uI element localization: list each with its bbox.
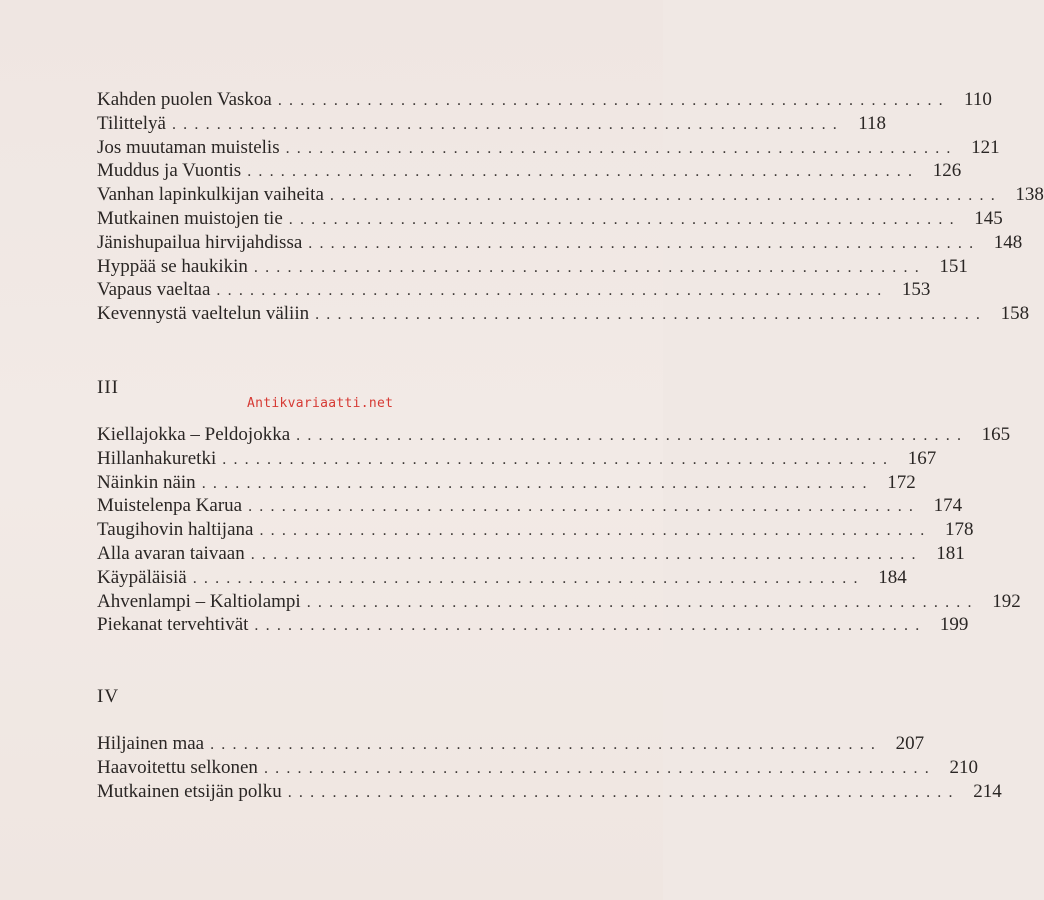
- dot-leader: ............................................................: [277, 92, 950, 109]
- dot-leader: ............................................................: [250, 545, 923, 563]
- entry-title: Haavoitettu selkonen: [97, 756, 258, 778]
- entry-title: Kiellajokka – Peldojokka: [97, 424, 291, 445]
- entry-title: Vanhan lapinkulkijan vaiheita: [97, 184, 324, 206]
- toc-entry: [97, 88, 992, 112]
- toc-entry: [97, 302, 1030, 326]
- entry-page-number: 118: [858, 112, 886, 134]
- toc-entry: [97, 542, 965, 566]
- dot-leader: ............................................................: [263, 759, 936, 777]
- part-heading-iv: IV: [97, 686, 120, 707]
- toc-entry: [97, 255, 968, 279]
- entry-page-number: 214: [973, 780, 1002, 802]
- entry-page-number: 158: [1000, 303, 1030, 325]
- dot-leader: ............................................................: [285, 139, 958, 157]
- dot-leader: ............................................................: [222, 450, 895, 468]
- dot-leader: ............................................................: [288, 210, 961, 228]
- toc-entry: [97, 613, 969, 637]
- toc-entry: [97, 112, 886, 136]
- entry-page-number: 174: [933, 495, 963, 517]
- entry-title: Näinkin näin: [97, 471, 196, 493]
- entry-page-number: 181: [936, 542, 965, 564]
- dot-leader: ............................................................: [308, 234, 981, 252]
- dot-leader: ............................................................: [247, 163, 920, 181]
- dot-leader: ............................................................: [248, 498, 921, 516]
- toc-entry: [97, 447, 937, 471]
- entry-page-number: 192: [992, 590, 1021, 612]
- entry-page-number: 145: [974, 207, 1003, 229]
- entry-title: Piekanat tervehtivät: [97, 614, 249, 636]
- entry-title: Mutkainen etsijän polku: [97, 780, 282, 802]
- entry-title: Mutkainen muistojen tie: [97, 207, 283, 229]
- entry-title: Tilittelyä: [97, 112, 166, 134]
- dot-leader: ............................................................: [253, 258, 926, 276]
- toc-section-iv: [97, 732, 1002, 803]
- entry-title: Hyppää se haukikin: [97, 255, 248, 277]
- toc-entry: [97, 183, 1044, 207]
- entry-page-number: 172: [887, 471, 916, 493]
- dot-leader: ............................................................: [192, 569, 865, 587]
- dot-leader: ............................................................: [287, 783, 960, 801]
- toc-entry: [97, 136, 1000, 160]
- dot-leader: ............................................................: [296, 427, 969, 444]
- dot-leader: ............................................................: [216, 282, 889, 300]
- entry-page-number: 138: [1015, 184, 1044, 206]
- dot-leader: ............................................................: [254, 617, 927, 635]
- dot-leader: ............................................................: [171, 115, 844, 133]
- entry-title: Vapaus vaeltaa: [97, 279, 211, 301]
- entry-page-number: 178: [944, 519, 974, 541]
- entry-title: Jänishupailua hirvijahdissa: [97, 231, 303, 253]
- entry-page-number: 151: [939, 255, 968, 277]
- entry-title: Muddus ja Vuontis: [97, 160, 242, 182]
- entry-page-number: 121: [971, 136, 1000, 158]
- part-heading-iii: III: [97, 377, 119, 398]
- entry-title: Hiljainen maa: [97, 733, 205, 754]
- entry-page-number: 148: [993, 231, 1023, 253]
- toc-entry: [97, 590, 1021, 614]
- dot-leader: ............................................................: [201, 474, 874, 492]
- entry-title: Taugihovin haltijana: [97, 519, 254, 541]
- entry-page-number: 153: [901, 279, 931, 301]
- toc-entry: [97, 518, 974, 542]
- entry-page-number: 110: [964, 89, 992, 110]
- entry-title: Hillanhakuretki: [97, 447, 217, 469]
- dot-leader: ............................................................: [315, 306, 988, 324]
- dot-leader: ............................................................: [210, 736, 883, 753]
- entry-title: Ahvenlampi – Kaltiolampi: [97, 590, 301, 612]
- entry-page-number: 184: [878, 566, 907, 588]
- toc-entry: [97, 566, 907, 590]
- toc-entry: [97, 278, 931, 302]
- toc-entry: [97, 494, 963, 518]
- entry-page-number: 165: [981, 424, 1011, 445]
- toc-entry: [97, 423, 1011, 447]
- entry-title: Alla avaran taivaan: [97, 542, 245, 564]
- toc-entry: [97, 207, 1003, 231]
- entry-title: Kevennystä vaeltelun väliin: [97, 303, 310, 325]
- entry-page-number: 207: [895, 733, 925, 754]
- toc-entry: [97, 780, 1002, 804]
- entry-page-number: 126: [932, 160, 962, 182]
- entry-title: Käypäläisiä: [97, 566, 187, 588]
- toc-entry: [97, 756, 978, 780]
- toc-entry: [97, 159, 962, 183]
- entry-title: Muistelenpa Karua: [97, 495, 243, 517]
- toc-entry: [97, 732, 925, 756]
- entry-title: Kahden puolen Vaskoa: [97, 89, 272, 110]
- entry-page-number: 210: [949, 756, 978, 778]
- dot-leader: ............................................................: [259, 522, 932, 540]
- toc-entry: [97, 471, 916, 495]
- toc-entry: [97, 231, 1023, 255]
- dot-leader: ............................................................: [329, 187, 1002, 205]
- entry-page-number: 167: [907, 447, 937, 469]
- dot-leader: ............................................................: [306, 593, 979, 611]
- entry-page-number: 199: [939, 614, 969, 636]
- toc-section-iii: [97, 423, 1021, 637]
- watermark-text: Antikvariaatti.net: [247, 396, 394, 411]
- toc-section-top: [97, 88, 1044, 326]
- entry-title: Jos muutaman muistelis: [97, 136, 280, 158]
